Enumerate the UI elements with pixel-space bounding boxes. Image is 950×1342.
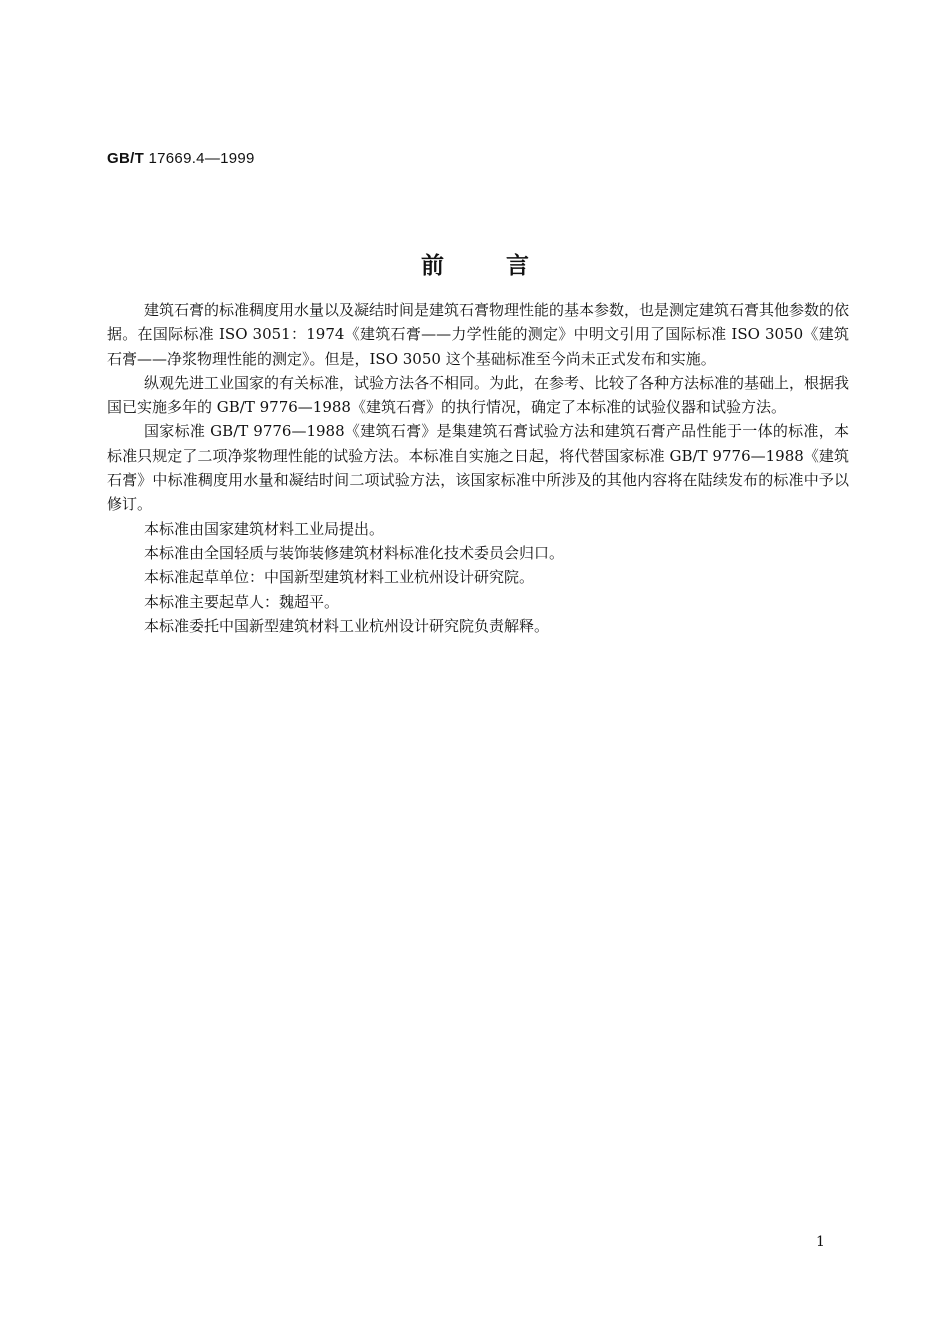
paragraph-replacement: 国家标准 GB/T 9776—1988《建筑石膏》是集建筑石膏试验方法和建筑石膏产品性能于一体的标准，本标准只规定了二项净浆物理性能的试验方法。本标准自实施之日起，将代替国家标准 GB/T 9776—1988《建筑石膏》中标准稠度用水量和凝结时间二项试验方法，该国家标准中所涉及的其他内容将在陆续发布的标准中予以修订。	[107, 422, 849, 514]
document-body	[107, 298, 849, 638]
paragraph-intro: 建筑石膏的标准稠度用水量以及凝结时间是建筑石膏物理性能的基本参数，也是测定建筑石膏其他参数的依据。在国际标准 ISO 3051：1974《建筑石膏——力学性能的测定》中明文引用了国际标准 ISO 3050《建筑石膏——净浆物理性能的测定》。但是，ISO 3050 这个基础标准至今尚未正式发布和实施。	[107, 301, 850, 368]
paragraph-proposer: 本标准由国家建筑材料工业局提出。	[144, 519, 385, 538]
page-title: 前言	[421, 252, 591, 279]
paragraph-methods: 纵观先进工业国家的有关标准，试验方法各不相同。为此，在参考、比较了各种方法标准的基础上，根据我国已实施多年的 GB/T 9776—1988《建筑石膏》的执行情况，确定了本标准的试验仪器和试验方法。	[107, 373, 850, 417]
paragraph-committee: 本标准由全国轻质与装饰装修建筑材料标准化技术委员会归口。	[144, 543, 565, 562]
document-code-number: 17669.4—1999	[144, 150, 255, 167]
paragraph-drafters: 本标准主要起草人：魏超平。	[144, 592, 340, 611]
page-number: 1	[816, 1234, 825, 1250]
document-code	[107, 150, 255, 167]
paragraph-drafting-unit: 本标准起草单位：中国新型建筑材料工业杭州设计研究院。	[144, 568, 535, 587]
document-code-prefix: GB/T	[107, 150, 145, 167]
paragraph-interpretation: 本标准委托中国新型建筑材料工业杭州设计研究院负责解释。	[144, 616, 550, 635]
